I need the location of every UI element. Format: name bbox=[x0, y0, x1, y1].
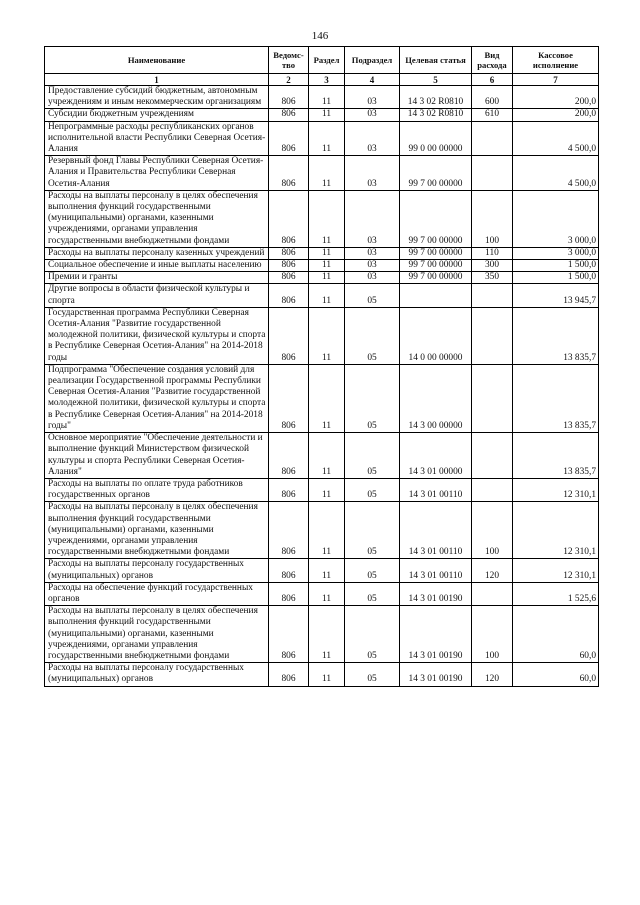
row-type-cell: 350 bbox=[472, 272, 513, 284]
row-name-cell: Расходы на выплаты персоналу в целях обеспечения выполнения функций государственными (муниципальными) органами, казенными учреждениями, органами управления государственными внебюджетными фондами bbox=[45, 190, 269, 247]
col-header-amount: Кассовое исполнение bbox=[513, 47, 599, 74]
row-section-cell: 11 bbox=[309, 478, 345, 501]
row-name-cell: Предоставление субсидий бюджетным, автономным учреждениям и иным некоммерческим организациям bbox=[45, 86, 269, 109]
table-row bbox=[45, 433, 599, 479]
row-amount-cell: 1 500,0 bbox=[513, 272, 599, 284]
column-number-row bbox=[45, 74, 599, 86]
col-header-target: Целевая статья bbox=[400, 47, 472, 74]
row-target-cell: 14 3 01 00110 bbox=[400, 478, 472, 501]
table-row bbox=[45, 663, 599, 686]
row-dept-cell: 806 bbox=[269, 663, 309, 686]
row-type-cell bbox=[472, 284, 513, 307]
row-subsection-cell: 03 bbox=[345, 247, 400, 259]
row-target-cell: 99 7 00 00000 bbox=[400, 247, 472, 259]
row-name-cell: Государственная программа Республики Северная Осетия-Алания "Развитие государственной молодежной политики, физической культуры и спорта в Республике Северная Осетия-Алания" на 2014-2018 годы bbox=[45, 307, 269, 364]
row-amount-cell: 12 310,1 bbox=[513, 478, 599, 501]
row-amount-cell: 200,0 bbox=[513, 109, 599, 121]
row-section-cell: 11 bbox=[309, 121, 345, 156]
row-target-cell: 99 7 00 00000 bbox=[400, 156, 472, 191]
row-subsection-cell: 03 bbox=[345, 109, 400, 121]
row-dept-cell: 806 bbox=[269, 582, 309, 605]
table-row bbox=[45, 502, 599, 559]
row-target-cell: 14 3 01 00000 bbox=[400, 433, 472, 479]
col-header-name: Наименование bbox=[45, 47, 269, 74]
col-number: 5 bbox=[400, 74, 472, 86]
row-section-cell: 11 bbox=[309, 364, 345, 432]
row-type-cell: 100 bbox=[472, 502, 513, 559]
row-type-cell: 300 bbox=[472, 260, 513, 272]
row-amount-cell: 1 500,0 bbox=[513, 260, 599, 272]
row-section-cell: 11 bbox=[309, 559, 345, 582]
row-section-cell: 11 bbox=[309, 307, 345, 364]
row-type-cell: 120 bbox=[472, 663, 513, 686]
row-target-cell: 14 3 02 R0810 bbox=[400, 86, 472, 109]
col-header-dept: Ведомс-тво bbox=[269, 47, 309, 74]
row-type-cell bbox=[472, 582, 513, 605]
row-amount-cell: 200,0 bbox=[513, 86, 599, 109]
row-name-cell: Расходы на выплаты по оплате труда работников государственных органов bbox=[45, 478, 269, 501]
col-number: 4 bbox=[345, 74, 400, 86]
row-amount-cell: 12 310,1 bbox=[513, 502, 599, 559]
row-amount-cell: 3 000,0 bbox=[513, 190, 599, 247]
row-section-cell: 11 bbox=[309, 663, 345, 686]
budget-table bbox=[44, 46, 599, 687]
row-target-cell bbox=[400, 284, 472, 307]
row-section-cell: 11 bbox=[309, 190, 345, 247]
row-subsection-cell: 05 bbox=[345, 606, 400, 663]
table-row bbox=[45, 582, 599, 605]
row-name-cell: Основное мероприятие "Обеспечение деятельности и выполнение функций Министерством физической культуры и спорта Республики Северная Осетия-Алания" bbox=[45, 433, 269, 479]
row-section-cell: 11 bbox=[309, 86, 345, 109]
row-subsection-cell: 05 bbox=[345, 559, 400, 582]
row-name-cell: Расходы на выплаты персоналу государственных (муниципальных) органов bbox=[45, 559, 269, 582]
row-name-cell: Резервный фонд Главы Республики Северная Осетия-Алания и Правительства Республики Северная Осетия-Алания bbox=[45, 156, 269, 191]
row-subsection-cell: 05 bbox=[345, 582, 400, 605]
row-amount-cell: 1 525,6 bbox=[513, 582, 599, 605]
row-target-cell: 14 3 02 R0810 bbox=[400, 109, 472, 121]
row-target-cell: 99 7 00 00000 bbox=[400, 190, 472, 247]
row-amount-cell: 13 835,7 bbox=[513, 433, 599, 479]
row-name-cell: Премии и гранты bbox=[45, 272, 269, 284]
row-amount-cell: 60,0 bbox=[513, 663, 599, 686]
col-number: 2 bbox=[269, 74, 309, 86]
row-amount-cell: 60,0 bbox=[513, 606, 599, 663]
row-section-cell: 11 bbox=[309, 284, 345, 307]
row-dept-cell: 806 bbox=[269, 284, 309, 307]
row-target-cell: 14 3 01 00190 bbox=[400, 663, 472, 686]
row-type-cell bbox=[472, 433, 513, 479]
row-target-cell: 14 3 01 00110 bbox=[400, 502, 472, 559]
row-target-cell: 14 3 00 00000 bbox=[400, 364, 472, 432]
row-dept-cell: 806 bbox=[269, 478, 309, 501]
table-row bbox=[45, 364, 599, 432]
row-subsection-cell: 03 bbox=[345, 86, 400, 109]
row-dept-cell: 806 bbox=[269, 606, 309, 663]
row-name-cell: Расходы на обеспечение функций государственных органов bbox=[45, 582, 269, 605]
header-row bbox=[45, 47, 599, 74]
row-type-cell: 100 bbox=[472, 190, 513, 247]
row-target-cell: 14 0 00 00000 bbox=[400, 307, 472, 364]
row-subsection-cell: 03 bbox=[345, 190, 400, 247]
row-dept-cell: 806 bbox=[269, 559, 309, 582]
row-target-cell: 99 7 00 00000 bbox=[400, 260, 472, 272]
row-section-cell: 11 bbox=[309, 260, 345, 272]
table-row bbox=[45, 86, 599, 109]
table-body bbox=[45, 86, 599, 687]
table-row bbox=[45, 121, 599, 156]
table-row bbox=[45, 284, 599, 307]
row-subsection-cell: 05 bbox=[345, 307, 400, 364]
row-subsection-cell: 05 bbox=[345, 502, 400, 559]
row-subsection-cell: 03 bbox=[345, 272, 400, 284]
row-dept-cell: 806 bbox=[269, 307, 309, 364]
row-dept-cell: 806 bbox=[269, 86, 309, 109]
row-dept-cell: 806 bbox=[269, 190, 309, 247]
row-target-cell: 99 7 00 00000 bbox=[400, 272, 472, 284]
table-row bbox=[45, 247, 599, 259]
col-number: 7 bbox=[513, 74, 599, 86]
row-dept-cell: 806 bbox=[269, 433, 309, 479]
row-type-cell bbox=[472, 156, 513, 191]
col-number: 3 bbox=[309, 74, 345, 86]
row-subsection-cell: 03 bbox=[345, 260, 400, 272]
table-row bbox=[45, 109, 599, 121]
row-type-cell bbox=[472, 364, 513, 432]
table-row bbox=[45, 307, 599, 364]
row-amount-cell: 4 500,0 bbox=[513, 121, 599, 156]
row-subsection-cell: 03 bbox=[345, 156, 400, 191]
row-name-cell: Подпрограмма "Обеспечение создания условий для реализации Государственной программы Республики Северная Осетия-Алания "Развитие государственной молодежной политики, физической культуры и спорта в Республике Северная Осетия-Алания" на 2014-2018 годы" bbox=[45, 364, 269, 432]
row-target-cell: 14 3 01 00190 bbox=[400, 606, 472, 663]
row-subsection-cell: 05 bbox=[345, 284, 400, 307]
row-amount-cell: 12 310,1 bbox=[513, 559, 599, 582]
row-section-cell: 11 bbox=[309, 606, 345, 663]
row-name-cell: Расходы на выплаты персоналу казенных учреждений bbox=[45, 247, 269, 259]
row-dept-cell: 806 bbox=[269, 109, 309, 121]
row-name-cell: Социальное обеспечение и иные выплаты населению bbox=[45, 260, 269, 272]
row-amount-cell: 3 000,0 bbox=[513, 247, 599, 259]
row-subsection-cell: 03 bbox=[345, 121, 400, 156]
col-header-section: Раздел bbox=[309, 47, 345, 74]
table-row bbox=[45, 559, 599, 582]
row-section-cell: 11 bbox=[309, 156, 345, 191]
table-row bbox=[45, 156, 599, 191]
row-type-cell: 120 bbox=[472, 559, 513, 582]
col-number: 1 bbox=[45, 74, 269, 86]
row-type-cell bbox=[472, 121, 513, 156]
row-section-cell: 11 bbox=[309, 502, 345, 559]
row-section-cell: 11 bbox=[309, 272, 345, 284]
row-section-cell: 11 bbox=[309, 582, 345, 605]
row-type-cell: 100 bbox=[472, 606, 513, 663]
table-row bbox=[45, 190, 599, 247]
row-target-cell: 14 3 01 00110 bbox=[400, 559, 472, 582]
row-name-cell: Расходы на выплаты персоналу в целях обеспечения выполнения функций государственными (муниципальными) органами, казенными учреждениями, органами управления государственными внебюджетными фондами bbox=[45, 606, 269, 663]
row-dept-cell: 806 bbox=[269, 364, 309, 432]
table-row bbox=[45, 606, 599, 663]
row-section-cell: 11 bbox=[309, 109, 345, 121]
row-amount-cell: 13 835,7 bbox=[513, 307, 599, 364]
row-subsection-cell: 05 bbox=[345, 364, 400, 432]
row-amount-cell: 4 500,0 bbox=[513, 156, 599, 191]
row-name-cell: Субсидии бюджетным учреждениям bbox=[45, 109, 269, 121]
row-section-cell: 11 bbox=[309, 433, 345, 479]
table-row bbox=[45, 478, 599, 501]
table-row bbox=[45, 260, 599, 272]
row-amount-cell: 13 835,7 bbox=[513, 364, 599, 432]
row-dept-cell: 806 bbox=[269, 260, 309, 272]
table-row bbox=[45, 272, 599, 284]
col-header-subsection: Подраздел bbox=[345, 47, 400, 74]
row-name-cell: Расходы на выплаты персоналу в целях обеспечения выполнения функций государственными (муниципальными) органами, казенными учреждениями, органами управления государственными внебюджетными фондами bbox=[45, 502, 269, 559]
row-name-cell: Непрограммные расходы республиканских органов исполнительной власти Республики Северная Осетия-Алания bbox=[45, 121, 269, 156]
row-target-cell: 99 0 00 00000 bbox=[400, 121, 472, 156]
row-amount-cell: 13 945,7 bbox=[513, 284, 599, 307]
row-subsection-cell: 05 bbox=[345, 663, 400, 686]
row-name-cell: Другие вопросы в области физической культуры и спорта bbox=[45, 284, 269, 307]
row-section-cell: 11 bbox=[309, 247, 345, 259]
row-subsection-cell: 05 bbox=[345, 478, 400, 501]
row-type-cell: 110 bbox=[472, 247, 513, 259]
row-target-cell: 14 3 01 00190 bbox=[400, 582, 472, 605]
row-dept-cell: 806 bbox=[269, 247, 309, 259]
row-dept-cell: 806 bbox=[269, 272, 309, 284]
row-dept-cell: 806 bbox=[269, 156, 309, 191]
row-type-cell bbox=[472, 307, 513, 364]
row-name-cell: Расходы на выплаты персоналу государственных (муниципальных) органов bbox=[45, 663, 269, 686]
row-dept-cell: 806 bbox=[269, 121, 309, 156]
row-type-cell: 610 bbox=[472, 109, 513, 121]
row-type-cell: 600 bbox=[472, 86, 513, 109]
col-header-type: Вид расхода bbox=[472, 47, 513, 74]
row-type-cell bbox=[472, 478, 513, 501]
page-number: 146 bbox=[311, 30, 329, 42]
row-dept-cell: 806 bbox=[269, 502, 309, 559]
row-subsection-cell: 05 bbox=[345, 433, 400, 479]
col-number: 6 bbox=[472, 74, 513, 86]
